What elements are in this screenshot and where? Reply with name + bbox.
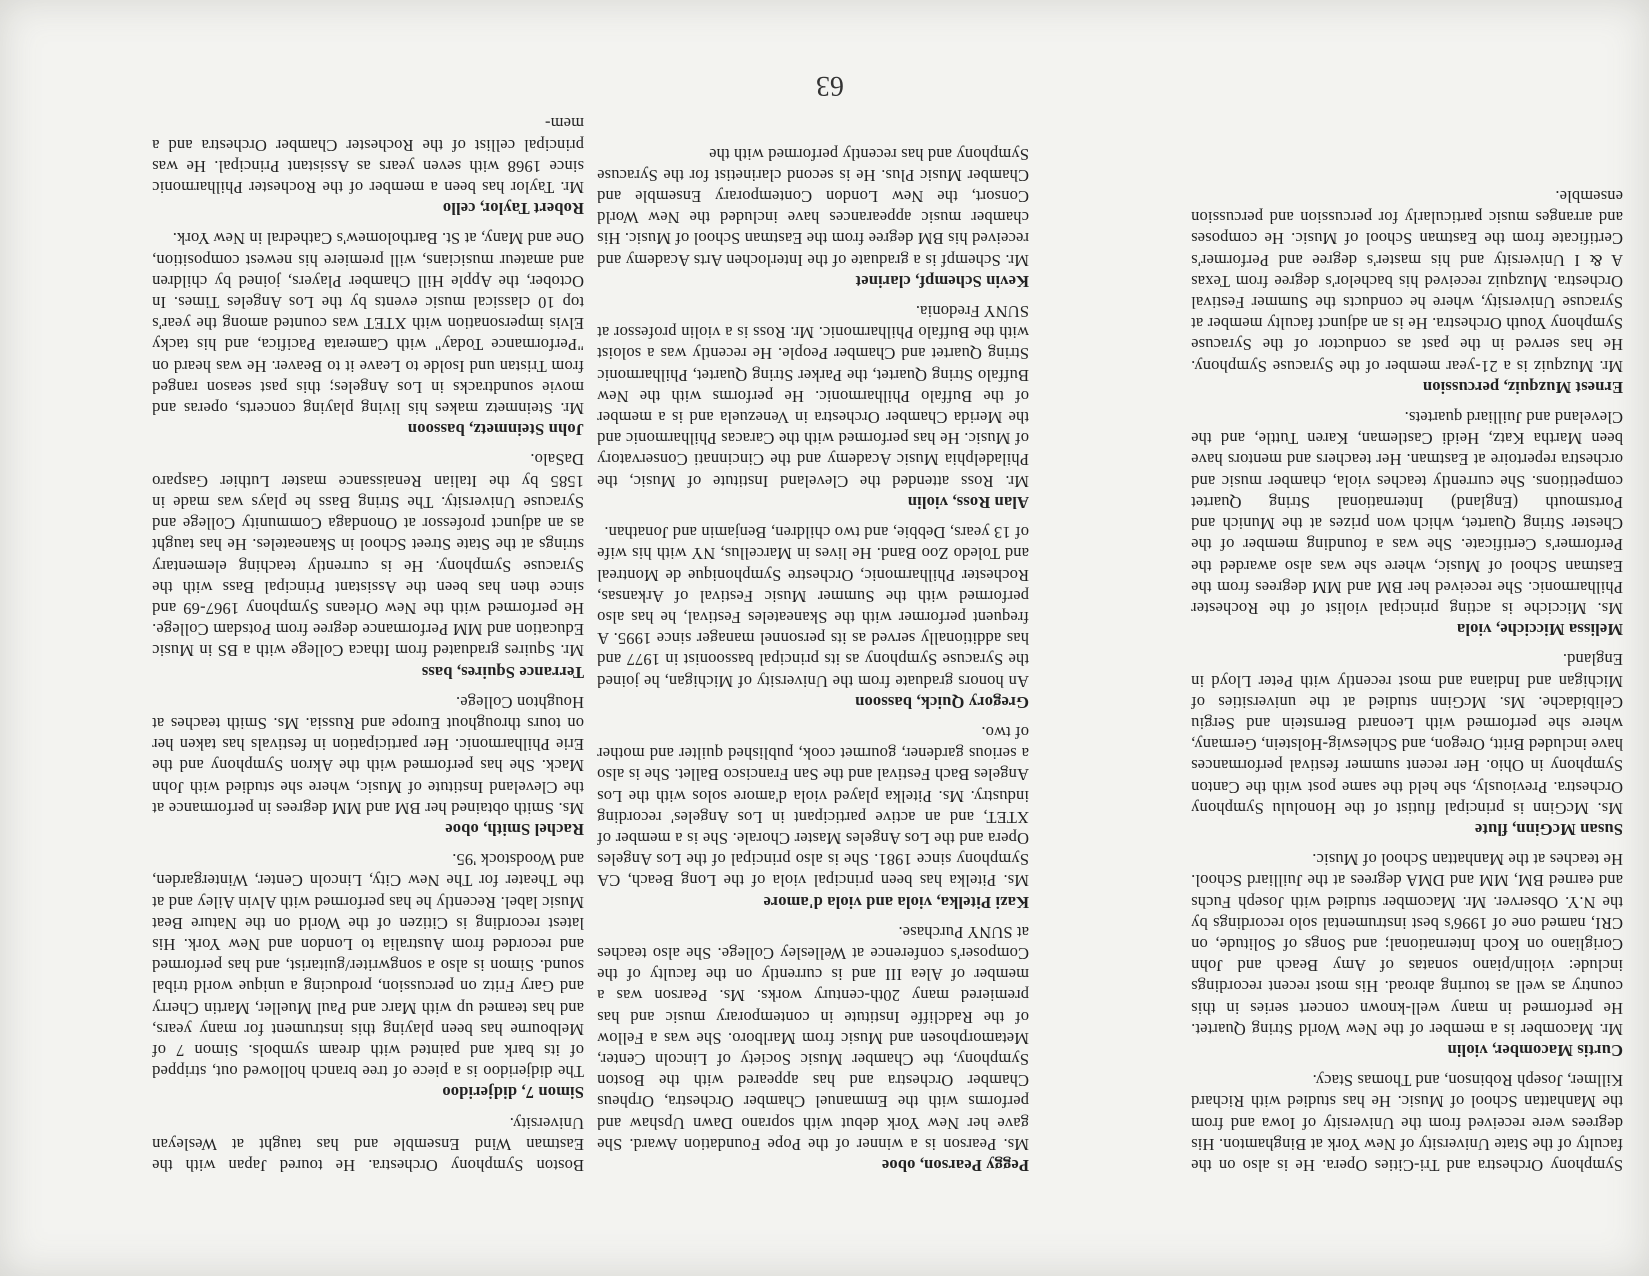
- bio-heading: Ernest Muzquiz, percussion: [1422, 377, 1623, 397]
- bio-text: Ms. Micciche is acting principal violist of the Rochester Philharmonic. She received her BM and MM degrees from the Eastman School of Music, where she was also awarded the Performer's Certificate. She was a founding member of the Chester String Quartet, which won prizes at the Munich and Portsmouth (England) International String Quartet competitions. She currently teaches viola, chamber music and orchestra repertoire at Eastman. Her teachers and mentors have been Martha Katz, Heidi Castleman, Karen Tuttle, and the Cleveland and Juilliard quartets.: [1191, 408, 1623, 618]
- bio-text: Ms. McGinn is principal flutist of the Honolulu Symphony Orchestra. Previously, she held the same post with the Canton Symphony in Ohio. Her recent summer festival performances have included Britt, Oregon, and Schleswig-Holstein, Germany, where she performed with Leonard Bernstein and Sergiu Celibidache. Ms. McGinn studied at the universities of Michigan and Indiana and most recently with Peter Lloyd in England.: [1191, 650, 1623, 818]
- bio-heading: Melissa Micciche, viola: [1456, 620, 1623, 640]
- bio-heading: Kevin Schempf, clarinet: [855, 271, 1029, 291]
- bio-text: Symphony Orchestra and Tri-Cities Opera. He is also on the faculty of the State University of New York at Binghamton. His degrees were received from the University of Iowa and from the Manhattan School of Music. He has studied with Richard Killmer, Joseph Robinson, and Thomas Stacy.: [1191, 1071, 1623, 1175]
- bio-text: Boston Symphony Orchestra. He toured Japan with the Eastman Wind Ensemble and has taught at Wesleyan University.: [152, 1113, 584, 1175]
- bio-text: Mr. Macomber is a member of the New World String Quartet. He performed in many well-known concert series in this country as well as touring abroad. His most recent recordings include: violin/piano sonatas of Amy Beach and John Corigliano on Koch International; and Songs of Solitude, on CRI, named one of 1996's best instrumental solo recordings by the N.Y. Observer. Mr. Macomber studied with Joseph Fuchs and earned BM, MM and DMA degrees at the Juilliard School. He teaches at the Manhattan School of Music.: [1191, 850, 1623, 1039]
- bio-text: Mr. Muzquiz is a 21-year member of the Syracuse Symphony. He has served in the past as conductor of the Syracuse Symphony Youth Orchestra. He is an adjunct faculty member at Syracuse University, where he conducts the Summer Festival Orchestra. Muzquiz received his bachelor's degree from Texas A & I University and his master's degree and Performer's Certificate from the Eastman School of Music. He composes and arranges music particularly for percussion and percussion ensemble.: [1191, 187, 1623, 376]
- bio-heading: Simon 7, didjeridoo: [442, 1083, 584, 1103]
- bio-heading: John Steinmetz, bassoon: [407, 420, 584, 440]
- bio-heading: Susan McGinn, flute: [1474, 819, 1623, 839]
- bio-text: Mr. Squires graduated from Ithaca College with a BS in Music Education and MM Performance degree from Potsdam College. He performed with the New Orleans Symphony 1967-69 and since then has been the Assistant Principal Bass with the Syracuse Symphony. He is currently teaching elementary strings at the State Street School in Skaneateles. He has taught as an adjunct professor at Onondaga Community College and Syracuse University. The String Bass he plays was made in 1585 by the Italian Renaissance master Luthier Gasparo DaSalo.: [152, 450, 584, 661]
- column-middle: [597, 143, 1029, 1176]
- bio-heading: Kazi Pitelka, viola and viola d'amore: [763, 892, 1029, 912]
- bio-heading: Peggy Pearson, oboe: [881, 1156, 1029, 1175]
- bio-text: Ms. Smith obtained her BM and MM degrees in performance at the Cleveland Institute of Music, where she studied with John Mack. She has performed with the Akron Symphony and the Erie Philharmonic. Her participation in festivals has taken her on tours throughout Europe and Russia. Ms. Smith teaches at Houghton College.: [152, 692, 584, 818]
- bio-text: Mr. Schempf is a graduate of the Interlochen Arts Academy and received his BM degree from the Eastman School of Music. His chamber music appearances have included the New World Consort, the New London Contemporary Ensemble and Chamber Music Plus. He is second clarinetist for the Syracuse Symphony and has recently performed with the: [597, 144, 1029, 270]
- bio-text: Ms. Pitelka has been principal viola of the Long Beach, CA Symphony since 1981. She is also principal of the Los Angeles Opera and the Los Angeles Master Chorale. She is a member of XTET, and an active participant in Los Angeles' recording industry. Ms. Pitelka played viola d'amore solos with the Los Angeles Bach Festival and the San Francisco Ballet. She is also a serious gardener, gourmet cook, published quilter and mother of two.: [597, 722, 1029, 891]
- bio-text: Mr. Steinmetz makes his living playing concerts, operas and movie soundtracks in Los Angeles; this past season ranged from Tristan und Isolde to Leave it to Beaver. He was heard on "Performance Today" with Camerata Pacifica, and his tacky Elvis impersonation with XTET was counted among the year's top 10 classical music events by the Los Angeles Times. In October, the Apple Hill Chamber Players, joined by children and amateur musicians, will premiere his newest composition, One and Many, at St. Bartholomew's Cathedral in New York.: [152, 229, 584, 419]
- column-right: [152, 113, 584, 1176]
- bio-heading: Curtis Macomber, violin: [1447, 1040, 1623, 1060]
- bio-heading: Robert Taylor, cello: [442, 199, 584, 219]
- bio-text: An honors graduate from the University of Michigan, he joined the Syracuse Symphony as its principal bassoonist in 1977 and has additionally served as its personnel manager since 1995. A frequent performer with the Skaneateles Festival, he has also performed with the Summer Music Festival of Arkansas, Rochester Philharmonic, Orchestre Symphonique de Montreal and Toledo Zoo Band. He lives in Marcellus, NY with his wife of 13 years, Debbie, and two children, Benjamin and Jonathan.: [597, 523, 1029, 691]
- bio-heading: Gregory Quick, bassoon: [855, 692, 1029, 712]
- bio-text: The didjeridoo is a piece of tree branch hollowed out, stripped of its bark and painted with dream symbols. Simon 7 of Melbourne has been playing this instrument for many years, and has teamed up with Marc and Paul Mueller, Martin Cherry and Gary Fritz on percussion, producing a unique world tribal sound. Simon is also a songwriter/guitarist, and has performed and recorded from Australia to London and New York. His latest recording is Citizen of the World on the Nature Beat Music label. Recently he has performed with Alvin Ailey and at the Theater for The New City, Lincoln Center, Wintergarden, and Woodstock '95.: [152, 850, 584, 1082]
- bio-heading: Alan Ross, violin: [907, 492, 1029, 512]
- bio-text: Mr. Ross attended the Cleveland Institute of Music, the Philadelphia Music Academy and the Cincinnati Conservatory of Music. He has performed with the Caracas Philharmonic and the Merida Chamber Orchestra in Venezuela and is a member of the Buffalo Philharmonic. He performs with the New Buffalo String Quartet, the Parker String Quartet, Philharmonic String Quartet and Chamber People. He recently was a soloist with the Buffalo Philharmonic. Mr. Ross is a violin professor at SUNY Fredonia.: [597, 302, 1029, 491]
- bio-heading: Terrance Squires, bass: [421, 662, 584, 682]
- page-number: 63: [816, 70, 844, 101]
- column-left: [1191, 186, 1623, 1176]
- bio-text: Ms. Pearson is a winner of the Pope Foundation Award. She gave her New York debut with soprano Dawn Upshaw and performs with the Emmanuel Chamber Orchestra, Orpheus Chamber Orchestra and has appeared with the Boston Symphony, the Chamber Music Society of Lincoln Center, Metamorphosen and Music from Marlboro. She was a Fellow of the Radcliffe Institute in contemporary music and has premiered many 20th-century works. Ms. Pearson was a member of Alea III and is currently on the faculty of the Composer's conference at Wellesley College. She also teaches at SUNY Purchase.: [597, 922, 1029, 1154]
- bio-heading: Rachel Smith, oboe: [445, 819, 584, 839]
- bio-text: Mr. Taylor has been a member of the Rochester Philharmonic since 1968 with seven years as Assistant Principal. He was principal cellist of the Rochester Chamber Orchestra and a mem-: [152, 114, 584, 198]
